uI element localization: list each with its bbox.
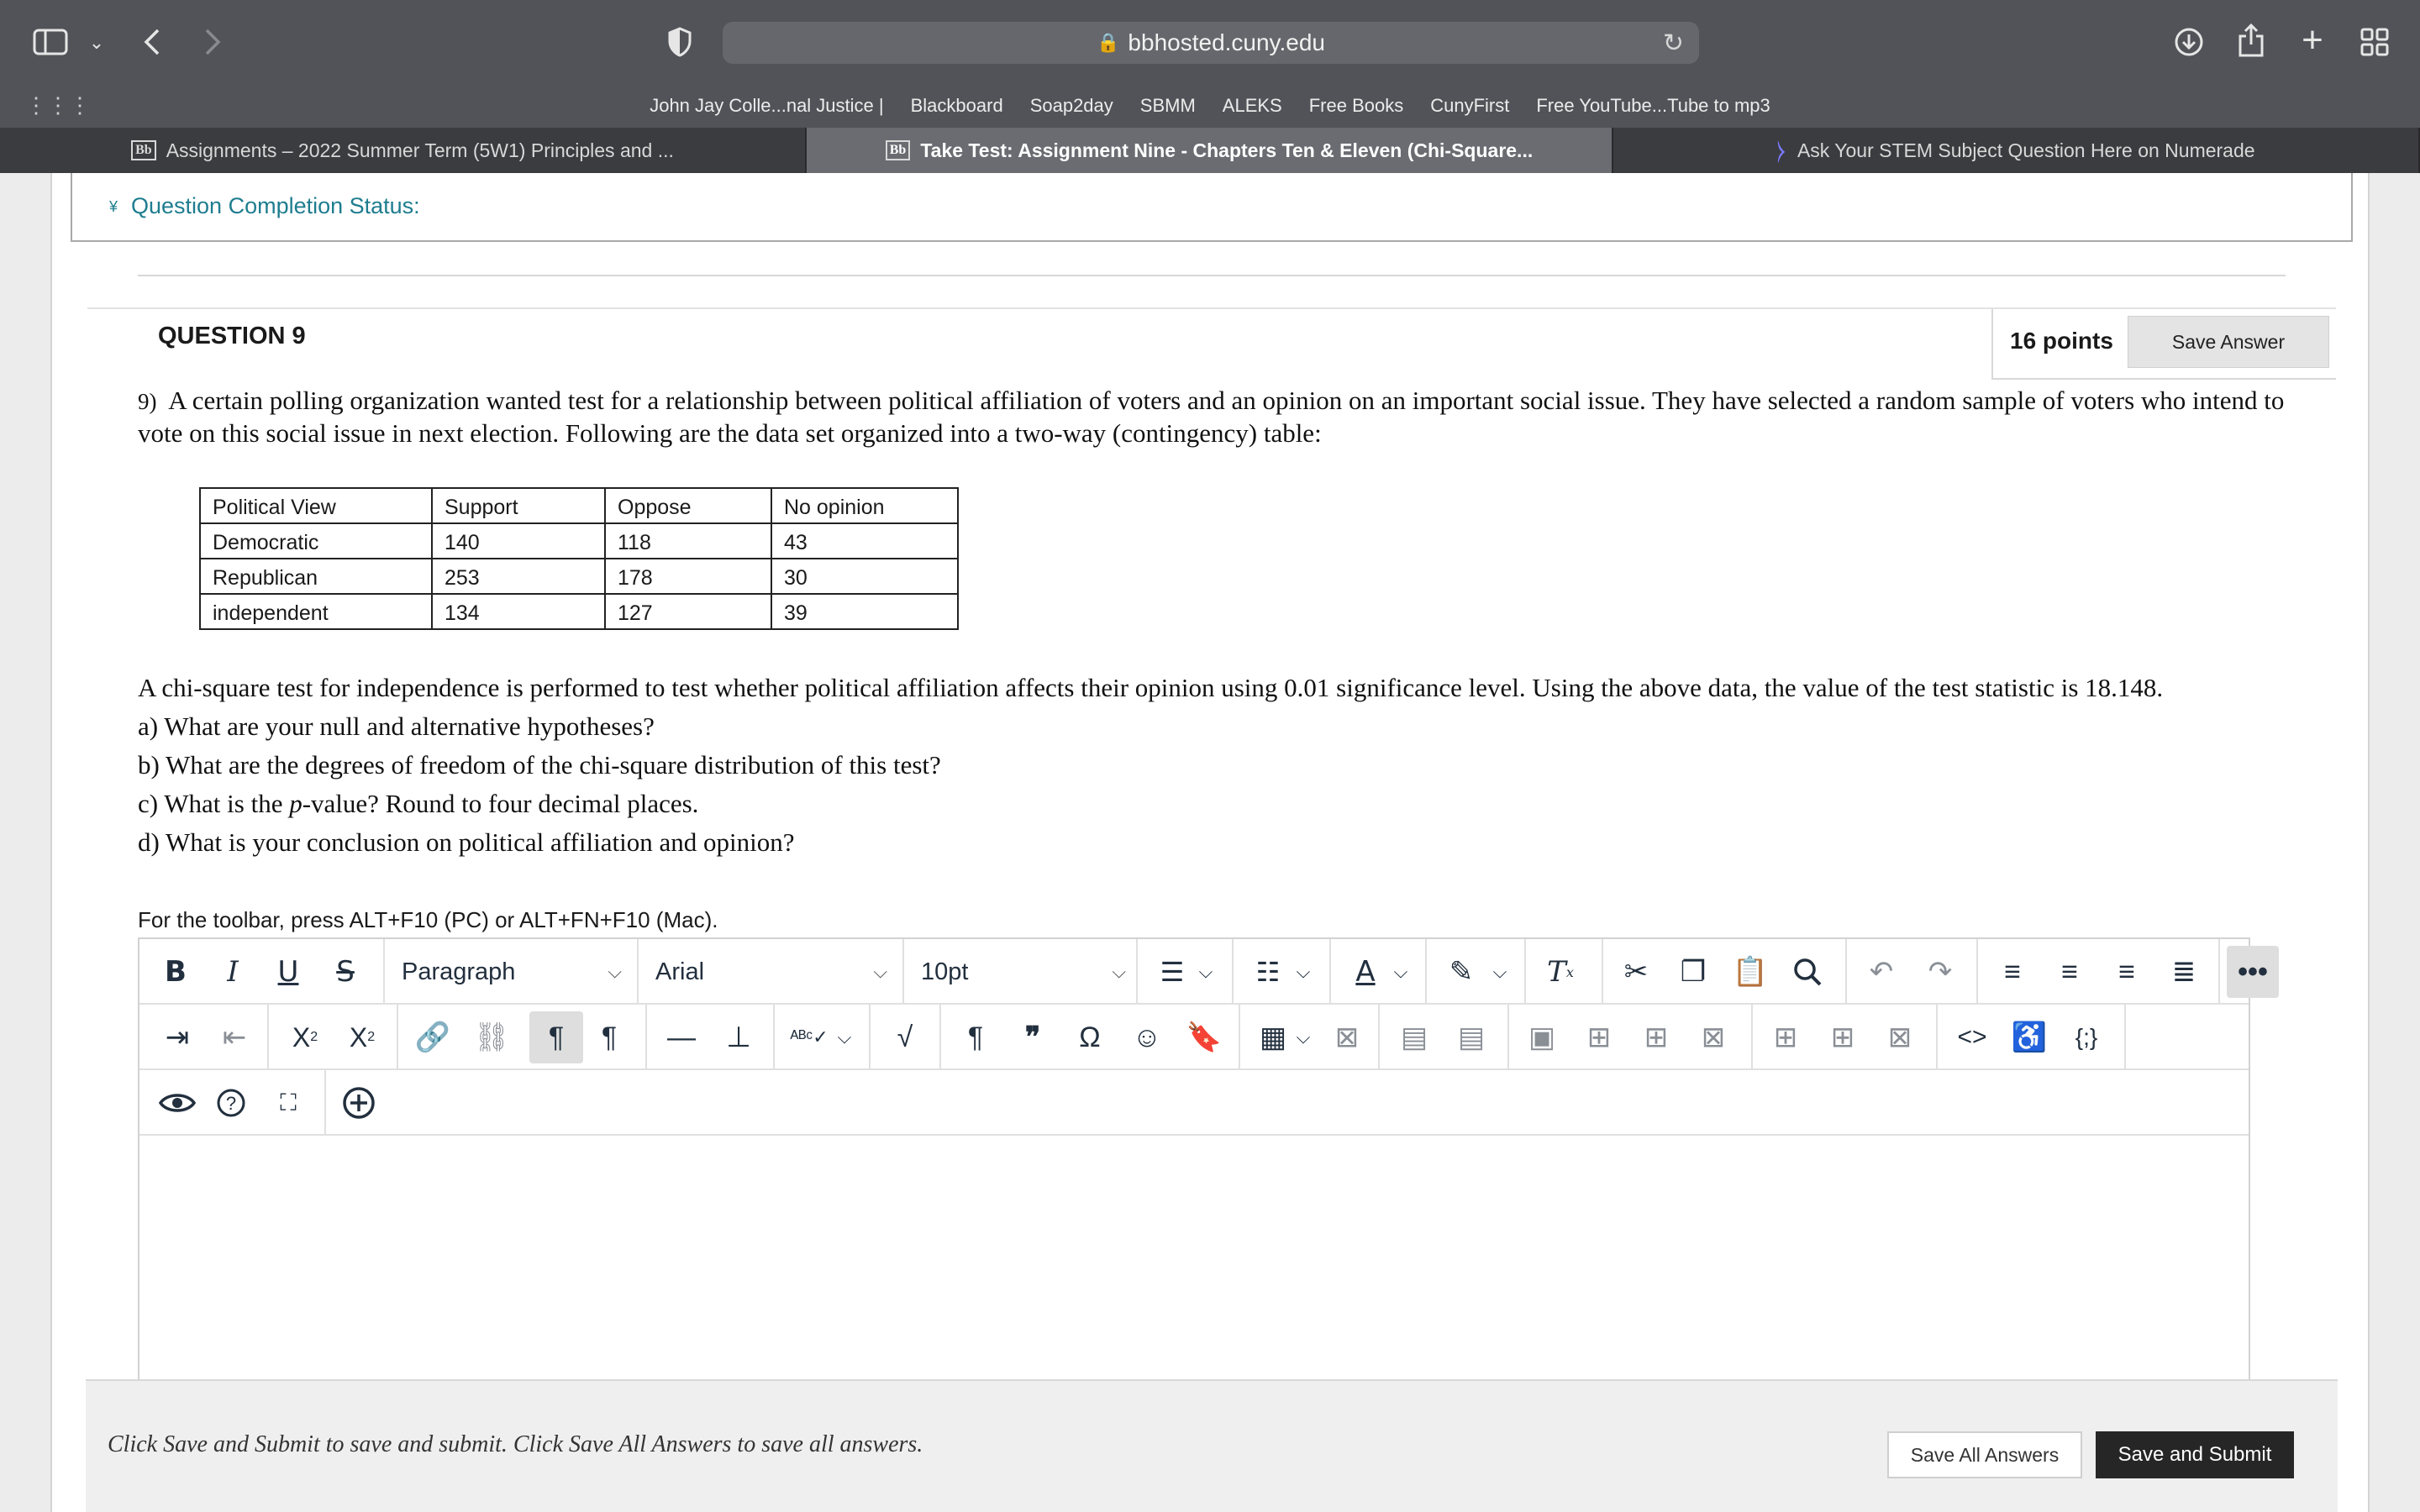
bookmark-item[interactable]: John Jay Colle...nal Justice | xyxy=(650,95,884,116)
bullet-list-icon[interactable]: ☰ xyxy=(1160,957,1185,987)
subscript-icon[interactable]: X 2 xyxy=(349,1021,376,1053)
table-delete-col-icon[interactable]: ⊠ xyxy=(1887,1021,1912,1053)
editor-toolbar-row-2 xyxy=(139,1005,2249,1070)
question-intro-text: A certain polling organization wanted test for a relationship between political affiliation of voters and an opinion on an important social issue. They have selected a random sample of voters who intend to vote on this social issue in next election. Following are the data set organized into a two-way (contingency) table: xyxy=(138,386,2285,448)
bookmarks-bar xyxy=(0,84,2420,128)
emoticon-icon[interactable]: ☺ xyxy=(1132,1021,1162,1053)
toolbar-separator xyxy=(1507,1005,1509,1068)
toolbar-separator xyxy=(1136,939,1138,1003)
downloads-icon[interactable] xyxy=(2173,25,2205,59)
url-text: bbhosted.cuny.edu xyxy=(1128,29,1325,55)
toolbar-hint: For the toolbar, press ALT+F10 (PC) or ALT+FN+F10 (Mac). xyxy=(138,907,718,932)
table-row-props-icon[interactable]: ▤ xyxy=(1400,1021,1428,1053)
table-row xyxy=(200,559,958,594)
toolbar-separator xyxy=(1976,939,1978,1003)
fullscreen-icon[interactable]: ⛶ xyxy=(280,1089,297,1116)
bookmark-item[interactable]: CunyFirst xyxy=(1430,95,1510,116)
blackboard-favicon-icon: Bb xyxy=(131,140,156,160)
toolbar-separator xyxy=(267,1005,269,1068)
toolbar-separator xyxy=(397,1005,398,1068)
search-icon[interactable] xyxy=(1786,946,1828,998)
table-cell: 127 xyxy=(605,594,771,629)
part-c-italic: p xyxy=(289,789,302,818)
chevron-down-icon[interactable]: ⌵ xyxy=(1492,961,1507,982)
table-cell: Democratic xyxy=(200,523,432,559)
font-size-dropdown[interactable] xyxy=(921,946,1126,998)
toolbar-separator xyxy=(1751,1005,1753,1068)
editor-toolbar-row-1 xyxy=(139,939,2268,1005)
address-bar[interactable] xyxy=(723,22,1699,64)
toolbar-separator xyxy=(1378,1005,1380,1068)
redo-icon[interactable]: ↷ xyxy=(1928,956,1953,988)
toolbar-separator xyxy=(2218,939,2220,1003)
unlink-icon[interactable]: ⛓ xyxy=(473,1021,510,1053)
numerade-icon: ⧽ xyxy=(1776,136,1786,164)
chevron-down-icon[interactable]: ⌵ xyxy=(1393,961,1408,982)
question-title: QUESTION 9 xyxy=(158,323,306,349)
tab-label: Ask Your STEM Subject Question Here on Numerade xyxy=(1797,139,2255,161)
table-insert-row-after-icon[interactable]: ⊞ xyxy=(1586,1021,1612,1053)
tab-label: Assignments – 2022 Summer Term (5W1) Principles and ... xyxy=(166,139,674,161)
double-chevron-down-icon: ¥ xyxy=(109,198,118,215)
table-delete-row-icon[interactable]: ⊠ xyxy=(1701,1021,1726,1053)
footer-message: Click Save and Submit to save and submit. Click Save All Answers to save all answers. xyxy=(108,1431,923,1457)
chevron-down-icon[interactable]: ⌵ xyxy=(1296,961,1311,982)
source-code-icon[interactable]: <> xyxy=(1957,1023,1987,1051)
bookmark-item[interactable]: Free YouTube...Tube to mp3 xyxy=(1536,95,1770,116)
toolbar-separator xyxy=(1602,939,1603,1003)
bookmark-item[interactable]: Soap2day xyxy=(1029,95,1113,116)
justify-icon[interactable]: ≣ xyxy=(2171,956,2196,988)
divider xyxy=(138,275,2286,276)
table-header-cell: No opinion xyxy=(771,488,958,523)
browser-chrome xyxy=(0,0,2420,128)
bold-icon[interactable]: B xyxy=(165,955,187,989)
apps-grid-icon[interactable]: ⋮⋮⋮ xyxy=(25,92,91,118)
bookmark-item[interactable]: Blackboard xyxy=(910,95,1003,116)
part-c-prefix: c) What is the xyxy=(138,789,290,818)
font-size-value: 10pt xyxy=(921,958,969,985)
toolbar-separator xyxy=(1239,1005,1240,1068)
toolbar-separator xyxy=(383,939,385,1003)
numbered-list-icon[interactable]: ☷ xyxy=(1255,957,1281,987)
sidebar-toggle-icon[interactable] xyxy=(32,27,69,57)
table-header-row xyxy=(200,488,958,523)
table-cell: 134 xyxy=(432,594,605,629)
toolbar-separator xyxy=(2124,1005,2126,1068)
question-part-c xyxy=(138,785,2339,823)
bookmark-item[interactable]: ALEKS xyxy=(1222,95,1282,116)
question-body xyxy=(138,669,2339,862)
new-tab-icon[interactable]: + xyxy=(2302,19,2323,60)
toolbar-separator xyxy=(869,1005,871,1068)
table-insert-col-icon[interactable]: ⊞ xyxy=(1644,1021,1669,1053)
superscript-icon[interactable]: X 2 xyxy=(292,1021,318,1053)
spellcheck-icon[interactable]: ᴬᴮᶜ✓ xyxy=(790,1026,829,1047)
help-icon[interactable] xyxy=(212,1077,250,1129)
toolbar-separator xyxy=(637,939,639,1003)
toolbar-separator xyxy=(645,1005,647,1068)
delete-table-icon[interactable]: ⊠ xyxy=(1334,1021,1360,1053)
font-family-value: Arial xyxy=(655,958,705,985)
align-center-icon[interactable]: ≡ xyxy=(2061,955,2078,988)
underline-icon[interactable]: U xyxy=(277,955,299,989)
save-answer-button[interactable]: Save Answer xyxy=(2128,316,2329,368)
table-icon[interactable]: ▦ xyxy=(1259,1021,1287,1053)
table-cell: 43 xyxy=(771,523,958,559)
reload-icon[interactable]: ↻ xyxy=(1662,29,1684,57)
question-number: 9) xyxy=(138,389,157,414)
insert-anchor-icon[interactable]: ⊥ xyxy=(726,1021,751,1053)
align-right-icon[interactable]: ≡ xyxy=(2118,955,2135,988)
toolbar-separator xyxy=(902,939,904,1003)
align-left-icon[interactable]: ≡ xyxy=(2004,955,2021,988)
mashup-icon[interactable]: {;} xyxy=(2075,1024,2098,1050)
question-intro xyxy=(138,385,2306,449)
editor-toolbar-row-3 xyxy=(139,1070,2249,1136)
accessibility-icon[interactable]: ♿ xyxy=(2011,1021,2048,1053)
contingency-table xyxy=(199,487,959,630)
toolbar-separator xyxy=(324,1070,326,1134)
tab-numerade[interactable] xyxy=(1613,128,2420,173)
toolbar-separator xyxy=(939,1005,941,1068)
chevron-down-icon[interactable]: ⌵ xyxy=(1296,1026,1311,1047)
rtl-direction-icon[interactable]: ¶ xyxy=(601,1021,618,1053)
toolbar-separator xyxy=(1845,939,1847,1003)
chevron-down-icon: ⌵ xyxy=(608,961,622,982)
submit-footer xyxy=(86,1379,2338,1512)
math-equation-icon[interactable]: √ xyxy=(897,1021,913,1053)
horizontal-line-icon[interactable]: — xyxy=(667,1021,696,1053)
cut-icon[interactable]: ✂ xyxy=(1623,956,1649,988)
table-cell: independent xyxy=(200,594,432,629)
chevron-down-icon[interactable]: ⌵ xyxy=(1198,961,1213,982)
link-icon[interactable]: 🔗 xyxy=(414,1021,451,1053)
bookmark-icon[interactable]: 🔖 xyxy=(1186,1021,1223,1053)
block-format-value: Paragraph xyxy=(402,958,516,985)
table-cell: 253 xyxy=(432,559,605,594)
bookmark-item[interactable]: Free Books xyxy=(1308,95,1404,116)
share-icon[interactable] xyxy=(2237,22,2265,59)
tab-label: Take Test: Assignment Nine - Chapters Ten & Eleven (Chi-Square... xyxy=(920,139,1534,161)
toolbar-separator xyxy=(1936,1005,1938,1068)
font-family-dropdown[interactable] xyxy=(655,946,887,998)
table-cell: Republican xyxy=(200,559,432,594)
italic-icon[interactable]: I xyxy=(227,955,239,989)
preview-eye-icon[interactable] xyxy=(156,1077,198,1129)
question-part-d: d) What is your conclusion on political affiliation and opinion? xyxy=(138,827,795,857)
question-part-a: a) What are your null and alternative hypotheses? xyxy=(138,711,655,741)
tab-take-test[interactable] xyxy=(807,128,1613,173)
add-content-icon[interactable] xyxy=(338,1077,380,1129)
blackboard-favicon-icon: Bb xyxy=(886,140,911,160)
tab-assignments[interactable] xyxy=(0,128,807,173)
table-header-cell: Political View xyxy=(200,488,432,523)
table-cell: 30 xyxy=(771,559,958,594)
chevron-down-icon[interactable]: ⌵ xyxy=(837,1026,852,1047)
chevron-down-icon: ⌵ xyxy=(1112,961,1126,982)
save-and-submit-button[interactable]: Save and Submit xyxy=(2096,1431,2294,1478)
outdent-icon[interactable]: ⇤ xyxy=(222,1021,247,1053)
table-cell-props-icon[interactable]: ▤ xyxy=(1457,1021,1486,1053)
show-blocks-icon[interactable]: ¶ xyxy=(967,1021,984,1053)
paste-icon[interactable]: 📋 xyxy=(1732,956,1769,988)
block-format-dropdown[interactable] xyxy=(402,946,622,998)
toolbar-separator xyxy=(1329,939,1331,1003)
table-insert-row-before-icon[interactable]: ▣ xyxy=(1528,1021,1556,1053)
toolbar-separator xyxy=(1524,939,1526,1003)
browser-toolbar xyxy=(0,0,2420,84)
table-cell: 39 xyxy=(771,594,958,629)
table-cell: 140 xyxy=(432,523,605,559)
question-part-b: b) What are the degrees of freedom of the chi-square distribution of this test? xyxy=(138,750,941,780)
table-cell: 178 xyxy=(605,559,771,594)
question-points: 16 points xyxy=(2010,328,2113,354)
highlight-color-icon[interactable]: ✎ xyxy=(1449,956,1474,988)
special-character-icon[interactable]: Ω xyxy=(1079,1021,1101,1053)
copy-icon[interactable]: ❐ xyxy=(1680,956,1707,988)
bookmark-item[interactable]: SBMM xyxy=(1139,95,1196,116)
toolbar-separator xyxy=(1232,939,1234,1003)
question-completion-status[interactable] xyxy=(71,173,2353,242)
toolbar-separator xyxy=(1425,939,1427,1003)
test-page xyxy=(50,173,2370,1512)
blockquote-icon[interactable]: ❞ xyxy=(1024,1021,1041,1053)
undo-icon[interactable]: ↶ xyxy=(1869,956,1894,988)
table-insert-col-before-icon[interactable]: ⊞ xyxy=(1773,1021,1798,1053)
table-row xyxy=(200,523,958,559)
save-all-answers-button[interactable]: Save All Answers xyxy=(1887,1431,2082,1478)
more-options-icon[interactable]: ••• xyxy=(2227,946,2279,998)
table-header-cell: Oppose xyxy=(605,488,771,523)
back-icon[interactable] xyxy=(139,25,165,59)
table-insert-col-after-icon[interactable]: ⊞ xyxy=(1830,1021,1855,1053)
lock-icon: 🔒 xyxy=(1097,32,1120,53)
clear-formatting-icon[interactable]: T x xyxy=(1547,955,1574,989)
chevron-down-icon[interactable]: ⌄ xyxy=(88,32,105,53)
tab-bar xyxy=(0,128,2420,173)
indent-icon[interactable]: ⇥ xyxy=(165,1021,190,1053)
table-cell: 118 xyxy=(605,523,771,559)
toolbar-separator xyxy=(773,1005,775,1068)
text-color-icon[interactable]: A xyxy=(1355,955,1376,989)
forward-icon[interactable] xyxy=(200,25,225,59)
question-statement: A chi-square test for independence is performed to test whether political affiliation affects their opinion using 0.01 significance level. Using the above data, the value of the test statistic is 18.148. xyxy=(138,673,2164,702)
privacy-shield-icon[interactable] xyxy=(666,25,694,59)
chevron-down-icon: ⌵ xyxy=(873,961,887,982)
part-c-suffix: -value? Round to four decimal places. xyxy=(302,789,699,818)
strikethrough-icon[interactable]: S xyxy=(336,955,355,989)
table-header-cell: Support xyxy=(432,488,605,523)
ltr-direction-icon[interactable]: ¶ xyxy=(529,1011,583,1063)
table-row xyxy=(200,594,958,629)
status-label[interactable]: Question Completion Status: xyxy=(131,193,420,218)
svg-text:?: ? xyxy=(225,1093,237,1114)
tab-overview-icon[interactable] xyxy=(2360,27,2390,57)
